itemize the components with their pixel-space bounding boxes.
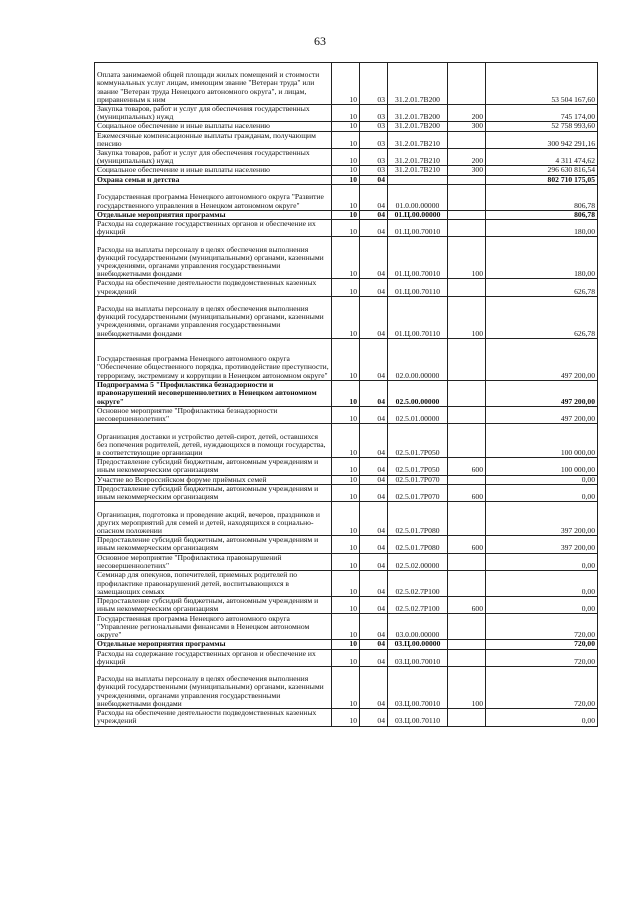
row-section-cell: 10 bbox=[332, 458, 360, 475]
row-subsection-cell: 04 bbox=[360, 424, 388, 458]
budget-table-body bbox=[95, 63, 598, 727]
row-amount-cell: 0,00 bbox=[486, 484, 598, 501]
row-subsection-cell: 04 bbox=[360, 484, 388, 501]
table-row bbox=[95, 458, 598, 475]
row-amount-cell: 397 200,00 bbox=[486, 536, 598, 553]
row-name-cell: Предоставление субсидий бюджетным, автономным учреждениям и иным некоммерческим организациям bbox=[95, 536, 332, 553]
row-amount-cell: 626,78 bbox=[486, 279, 598, 296]
row-expense-type-cell bbox=[448, 614, 486, 640]
row-target-article-cell: 31.2.01.7В200 bbox=[388, 63, 448, 105]
row-amount-cell: 0,00 bbox=[486, 571, 598, 597]
row-section-cell: 10 bbox=[332, 131, 360, 148]
row-amount-cell: 806,78 bbox=[486, 184, 598, 210]
row-target-article-cell: 31.2.01.7В200 bbox=[388, 122, 448, 131]
row-expense-type-cell: 600 bbox=[448, 484, 486, 501]
page-number: 63 bbox=[314, 34, 326, 48]
table-row bbox=[95, 640, 598, 649]
row-name-cell: Расходы на обеспечение деятельности подведомственных казенных учреждений bbox=[95, 279, 332, 296]
row-target-article-cell: 03.Ц.00.70010 bbox=[388, 667, 448, 709]
table-row bbox=[95, 553, 598, 570]
table-row bbox=[95, 614, 598, 640]
row-amount-cell: 626,78 bbox=[486, 296, 598, 338]
row-section-cell: 10 bbox=[332, 279, 360, 296]
row-target-article-cell: 31.2.01.7В210 bbox=[388, 131, 448, 148]
row-target-article-cell: 02.5.01.7Р080 bbox=[388, 536, 448, 553]
row-expense-type-cell bbox=[448, 406, 486, 423]
row-section-cell: 10 bbox=[332, 149, 360, 166]
row-name-cell: Охрана семьи и детства bbox=[95, 175, 332, 184]
row-section-cell: 10 bbox=[332, 105, 360, 122]
row-name-cell: Расходы на выплаты персоналу в целях обеспечения выполнения функций государственными (муниципальными) органами, казенными учреждениями, органами управления государственными внебюджетными фондами bbox=[95, 667, 332, 709]
row-target-article-cell: 31.2.01.7В210 bbox=[388, 166, 448, 175]
row-subsection-cell: 03 bbox=[360, 149, 388, 166]
table-row bbox=[95, 131, 598, 148]
row-target-article-cell: 01.Ц.00.70010 bbox=[388, 237, 448, 279]
row-name-cell: Расходы на содержание государственных органов и обеспечение их функций bbox=[95, 220, 332, 237]
row-subsection-cell: 04 bbox=[360, 640, 388, 649]
row-section-cell: 10 bbox=[332, 475, 360, 484]
row-section-cell: 10 bbox=[332, 122, 360, 131]
row-amount-cell: 53 504 167,60 bbox=[486, 63, 598, 105]
row-subsection-cell: 04 bbox=[360, 709, 388, 726]
row-expense-type-cell bbox=[448, 502, 486, 536]
row-target-article-cell: 01.Ц.00.00000 bbox=[388, 210, 448, 219]
row-expense-type-cell: 600 bbox=[448, 536, 486, 553]
row-subsection-cell: 03 bbox=[360, 122, 388, 131]
row-target-article-cell: 03.0.00.00000 bbox=[388, 614, 448, 640]
table-row bbox=[95, 649, 598, 666]
table-row bbox=[95, 502, 598, 536]
row-target-article-cell: 02.5.02.00000 bbox=[388, 553, 448, 570]
row-section-cell: 10 bbox=[332, 536, 360, 553]
row-section-cell: 10 bbox=[332, 502, 360, 536]
row-expense-type-cell: 300 bbox=[448, 166, 486, 175]
table-row bbox=[95, 406, 598, 423]
row-section-cell: 10 bbox=[332, 424, 360, 458]
table-row bbox=[95, 338, 598, 380]
table-row bbox=[95, 571, 598, 597]
row-name-cell: Подпрограмма 5 "Профилактика безнадзорности и правонарушений несовершеннолетних в Ненецком автономном округе" bbox=[95, 380, 332, 406]
row-expense-type-cell: 300 bbox=[448, 122, 486, 131]
row-target-article-cell: 02.5.01.7Р070 bbox=[388, 475, 448, 484]
row-subsection-cell: 03 bbox=[360, 63, 388, 105]
row-subsection-cell: 04 bbox=[360, 279, 388, 296]
row-name-cell: Отдельные мероприятия программы bbox=[95, 210, 332, 219]
row-subsection-cell: 04 bbox=[360, 502, 388, 536]
row-subsection-cell: 04 bbox=[360, 536, 388, 553]
table-row bbox=[95, 536, 598, 553]
row-amount-cell: 0,00 bbox=[486, 709, 598, 726]
row-name-cell: Социальное обеспечение и иные выплаты населению bbox=[95, 122, 332, 131]
row-subsection-cell: 04 bbox=[360, 338, 388, 380]
row-amount-cell: 100 000,00 bbox=[486, 424, 598, 458]
row-amount-cell: 180,00 bbox=[486, 237, 598, 279]
row-expense-type-cell bbox=[448, 640, 486, 649]
row-name-cell: Основное мероприятие "Профилактика безнадзорности несовершеннолетних" bbox=[95, 406, 332, 423]
row-name-cell: Организация доставки и устройство детей-сирот, детей, оставшихся без попечения родителей, детей, нуждающихся в помощи государства, в соответствующие организации bbox=[95, 424, 332, 458]
table-row bbox=[95, 210, 598, 219]
row-name-cell: Организация, подготовка и проведение акций, вечеров, праздников и других мероприятий для семей и детей, находящихся в социально-опасном положении bbox=[95, 502, 332, 536]
row-subsection-cell: 04 bbox=[360, 571, 388, 597]
row-section-cell: 10 bbox=[332, 175, 360, 184]
row-name-cell: Предоставление субсидий бюджетным, автономным учреждениям и иным некоммерческим организациям bbox=[95, 458, 332, 475]
row-expense-type-cell bbox=[448, 475, 486, 484]
row-name-cell: Расходы на выплаты персоналу в целях обеспечения выполнения функций государственными (муниципальными) органами, казенными учреждениями, органами управления государственными внебюджетными фондами bbox=[95, 296, 332, 338]
table-row bbox=[95, 105, 598, 122]
table-row bbox=[95, 667, 598, 709]
table-row bbox=[95, 296, 598, 338]
row-subsection-cell: 03 bbox=[360, 166, 388, 175]
row-target-article-cell: 31.2.01.7В200 bbox=[388, 105, 448, 122]
table-row bbox=[95, 597, 598, 614]
row-expense-type-cell: 100 bbox=[448, 296, 486, 338]
row-section-cell: 10 bbox=[332, 380, 360, 406]
row-subsection-cell: 04 bbox=[360, 614, 388, 640]
row-target-article-cell: 03.Ц.00.00000 bbox=[388, 640, 448, 649]
row-name-cell: Основное мероприятие "Профилактика правонарушений несовершеннолетних" bbox=[95, 553, 332, 570]
row-subsection-cell: 03 bbox=[360, 105, 388, 122]
row-amount-cell: 720,00 bbox=[486, 640, 598, 649]
row-name-cell: Государственная программа Ненецкого автономного округа "Управление региональными финансами в Ненецком автономном округе" bbox=[95, 614, 332, 640]
row-subsection-cell: 04 bbox=[360, 296, 388, 338]
row-expense-type-cell: 200 bbox=[448, 149, 486, 166]
row-subsection-cell: 04 bbox=[360, 649, 388, 666]
budget-table bbox=[94, 62, 598, 727]
row-subsection-cell: 04 bbox=[360, 175, 388, 184]
row-name-cell: Предоставление субсидий бюджетным, автономным учреждениям и иным некоммерческим организациям bbox=[95, 484, 332, 501]
row-target-article-cell: 02.5.00.00000 bbox=[388, 380, 448, 406]
row-amount-cell: 720,00 bbox=[486, 614, 598, 640]
row-subsection-cell: 04 bbox=[360, 406, 388, 423]
row-expense-type-cell bbox=[448, 63, 486, 105]
row-expense-type-cell bbox=[448, 709, 486, 726]
row-amount-cell: 0,00 bbox=[486, 553, 598, 570]
row-expense-type-cell: 100 bbox=[448, 667, 486, 709]
row-target-article-cell: 02.5.01.7Р050 bbox=[388, 424, 448, 458]
row-expense-type-cell: 200 bbox=[448, 105, 486, 122]
row-expense-type-cell bbox=[448, 175, 486, 184]
row-section-cell: 10 bbox=[332, 296, 360, 338]
row-amount-cell: 300 942 291,16 bbox=[486, 131, 598, 148]
row-expense-type-cell bbox=[448, 279, 486, 296]
row-target-article-cell: 02.0.00.00000 bbox=[388, 338, 448, 380]
row-amount-cell: 0,00 bbox=[486, 475, 598, 484]
row-expense-type-cell bbox=[448, 380, 486, 406]
row-section-cell: 10 bbox=[332, 63, 360, 105]
row-expense-type-cell bbox=[448, 210, 486, 219]
row-section-cell: 10 bbox=[332, 649, 360, 666]
row-amount-cell: 397 200,00 bbox=[486, 502, 598, 536]
row-name-cell: Государственная программа Ненецкого автономного округа "Развитие государственного управления в Ненецком автономном округе" bbox=[95, 184, 332, 210]
row-expense-type-cell bbox=[448, 131, 486, 148]
row-amount-cell: 802 710 175,05 bbox=[486, 175, 598, 184]
row-target-article-cell: 02.5.02.7Р100 bbox=[388, 571, 448, 597]
table-row bbox=[95, 424, 598, 458]
row-section-cell: 10 bbox=[332, 640, 360, 649]
row-target-article-cell: 02.5.02.7Р100 bbox=[388, 597, 448, 614]
row-expense-type-cell bbox=[448, 571, 486, 597]
table-row bbox=[95, 220, 598, 237]
row-section-cell: 10 bbox=[332, 709, 360, 726]
table-row bbox=[95, 184, 598, 210]
row-target-article-cell: 02.5.01.7Р050 bbox=[388, 458, 448, 475]
row-section-cell: 10 bbox=[332, 571, 360, 597]
row-amount-cell: 806,78 bbox=[486, 210, 598, 219]
row-name-cell: Оплата занимаемой общей площади жилых помещений и стоимости коммунальных услуг лицам, имеющим звание "Ветеран труда" или звание "Ветеран труда Ненецкого автономного округа", и лицам, приравненным к ним bbox=[95, 63, 332, 105]
row-expense-type-cell: 100 bbox=[448, 237, 486, 279]
row-expense-type-cell bbox=[448, 649, 486, 666]
row-section-cell: 10 bbox=[332, 237, 360, 279]
row-amount-cell: 0,00 bbox=[486, 597, 598, 614]
table-row bbox=[95, 279, 598, 296]
row-target-article-cell bbox=[388, 175, 448, 184]
row-expense-type-cell: 600 bbox=[448, 597, 486, 614]
row-section-cell: 10 bbox=[332, 338, 360, 380]
table-row bbox=[95, 175, 598, 184]
row-expense-type-cell bbox=[448, 424, 486, 458]
row-amount-cell: 720,00 bbox=[486, 649, 598, 666]
row-subsection-cell: 04 bbox=[360, 475, 388, 484]
row-section-cell: 10 bbox=[332, 597, 360, 614]
row-expense-type-cell bbox=[448, 220, 486, 237]
table-row bbox=[95, 237, 598, 279]
row-name-cell: Ежемесячные компенсационные выплаты гражданам, получающим пенсию bbox=[95, 131, 332, 148]
row-target-article-cell: 02.5.01.7Р070 bbox=[388, 484, 448, 501]
row-amount-cell: 720,00 bbox=[486, 667, 598, 709]
table-row bbox=[95, 166, 598, 175]
row-name-cell: Расходы на содержание государственных органов и обеспечение их функций bbox=[95, 649, 332, 666]
row-target-article-cell: 01.0.00.00000 bbox=[388, 184, 448, 210]
table-row bbox=[95, 122, 598, 131]
row-target-article-cell: 01.Ц.00.70010 bbox=[388, 220, 448, 237]
row-section-cell: 10 bbox=[332, 406, 360, 423]
row-target-article-cell: 01.Ц.00.70110 bbox=[388, 279, 448, 296]
row-amount-cell: 497 200,00 bbox=[486, 380, 598, 406]
row-name-cell: Участие во Всероссийском форуме приёмных семей bbox=[95, 475, 332, 484]
table-row bbox=[95, 709, 598, 726]
row-subsection-cell: 04 bbox=[360, 210, 388, 219]
row-amount-cell: 745 174,00 bbox=[486, 105, 598, 122]
row-subsection-cell: 04 bbox=[360, 667, 388, 709]
table-row bbox=[95, 475, 598, 484]
row-section-cell: 10 bbox=[332, 553, 360, 570]
row-name-cell: Закупка товаров, работ и услуг для обеспечения государственных (муниципальных) нужд bbox=[95, 149, 332, 166]
row-amount-cell: 180,00 bbox=[486, 220, 598, 237]
row-name-cell: Социальное обеспечение и иные выплаты населению bbox=[95, 166, 332, 175]
row-subsection-cell: 04 bbox=[360, 458, 388, 475]
row-subsection-cell: 04 bbox=[360, 184, 388, 210]
row-amount-cell: 52 758 993,60 bbox=[486, 122, 598, 131]
row-amount-cell: 4 311 474,62 bbox=[486, 149, 598, 166]
row-section-cell: 10 bbox=[332, 184, 360, 210]
table-row bbox=[95, 63, 598, 105]
row-expense-type-cell: 600 bbox=[448, 458, 486, 475]
row-target-article-cell: 03.Ц.00.70110 bbox=[388, 709, 448, 726]
row-target-article-cell: 02.5.01.7Р080 bbox=[388, 502, 448, 536]
row-subsection-cell: 04 bbox=[360, 237, 388, 279]
row-name-cell: Закупка товаров, работ и услуг для обеспечения государственных (муниципальных) нужд bbox=[95, 105, 332, 122]
row-subsection-cell: 04 bbox=[360, 380, 388, 406]
row-amount-cell: 296 630 816,54 bbox=[486, 166, 598, 175]
row-subsection-cell: 04 bbox=[360, 553, 388, 570]
row-expense-type-cell bbox=[448, 553, 486, 570]
row-target-article-cell: 31.2.01.7В210 bbox=[388, 149, 448, 166]
table-row bbox=[95, 484, 598, 501]
row-name-cell: Расходы на обеспечение деятельности подведомственных казенных учреждений bbox=[95, 709, 332, 726]
row-subsection-cell: 04 bbox=[360, 597, 388, 614]
table-row bbox=[95, 149, 598, 166]
row-name-cell: Семинар для опекунов, попечителей, приемных родителей по профилактике правонарушений детей, воспитывающихся в замещающих семьях bbox=[95, 571, 332, 597]
row-section-cell: 10 bbox=[332, 210, 360, 219]
row-name-cell: Предоставление субсидий бюджетным, автономным учреждениям и иным некоммерческим организациям bbox=[95, 597, 332, 614]
row-section-cell: 10 bbox=[332, 220, 360, 237]
row-section-cell: 10 bbox=[332, 667, 360, 709]
row-target-article-cell: 02.5.01.00000 bbox=[388, 406, 448, 423]
table-row bbox=[95, 380, 598, 406]
row-target-article-cell: 01.Ц.00.70110 bbox=[388, 296, 448, 338]
row-name-cell: Государственная программа Ненецкого автономного округа "Обеспечение общественного порядка, противодействие преступности, терроризму, экстремизму и коррупции в Ненецком автономном округе" bbox=[95, 338, 332, 380]
row-amount-cell: 497 200,00 bbox=[486, 406, 598, 423]
row-section-cell: 10 bbox=[332, 166, 360, 175]
row-expense-type-cell bbox=[448, 184, 486, 210]
row-amount-cell: 497 200,00 bbox=[486, 338, 598, 380]
row-target-article-cell: 03.Ц.00.70010 bbox=[388, 649, 448, 666]
row-section-cell: 10 bbox=[332, 484, 360, 501]
row-amount-cell: 100 000,00 bbox=[486, 458, 598, 475]
row-subsection-cell: 04 bbox=[360, 220, 388, 237]
row-name-cell: Отдельные мероприятия программы bbox=[95, 640, 332, 649]
row-expense-type-cell bbox=[448, 338, 486, 380]
row-name-cell: Расходы на выплаты персоналу в целях обеспечения выполнения функций государственными (муниципальными) органами, казенными учреждениями, органами управления государственными внебюджетными фондами bbox=[95, 237, 332, 279]
row-subsection-cell: 03 bbox=[360, 131, 388, 148]
row-section-cell: 10 bbox=[332, 614, 360, 640]
